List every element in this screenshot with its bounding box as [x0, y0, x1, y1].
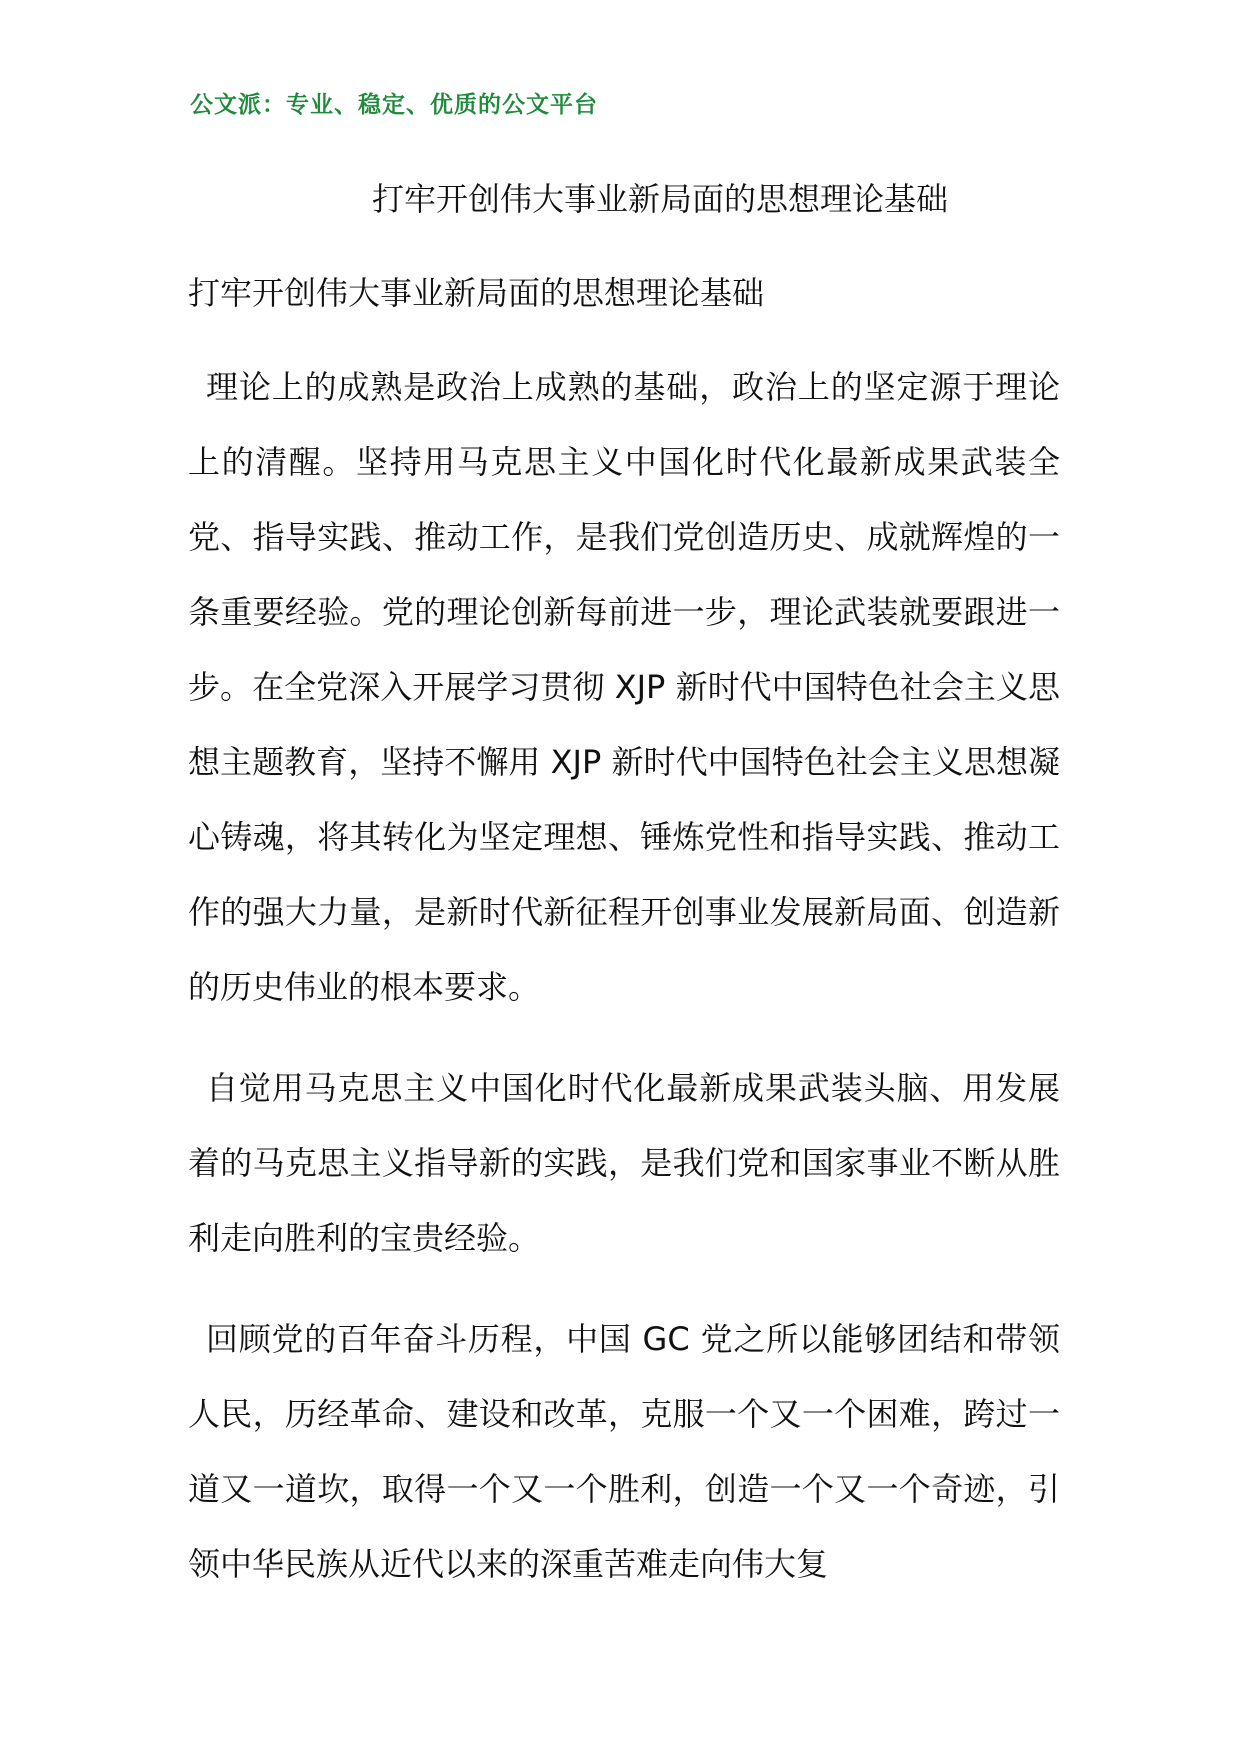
paragraph: 理论上的成熟是政治上成熟的基础，政治上的坚定源于理论上的清醒。坚持用马克思主义中国化时代化最新成果武装全党、指导实践、推动工作，是我们党创造历史、成就辉煌的一条重要经验。党的理论创新每前进一步，理论武装就要跟进一步。在全党深入开展学习贯彻 XJP 新时代中国特色社会主义思想主题教育，坚持不懈用 XJP 新时代中国特色社会主义思想凝心铸魂，将其转化为坚定理想、锤炼党性和指导实践、推动工作的强大力量，是新时代新征程开创事业发展新局面、创造新的历史伟业的根本要求。	[188, 368, 1060, 1006]
paragraph: 回顾党的百年奋斗历程，中国 GC 党之所以能够团结和带领人民，历经革命、建设和改革，克服一个又一个困难，跨过一道又一道坎，取得一个又一个胜利，创造一个又一个奇迹，引领中华民族从近代以来的深重苦难走向伟大复	[188, 1320, 1060, 1583]
document-title: 打牢开创伟大事业新局面的思想理论基础	[371, 180, 948, 218]
paragraph: 自觉用马克思主义中国化时代化最新成果武装头脑、用发展着的马克思主义指导新的实践，是我们党和国家事业不断从胜利走向胜利的宝贵经验。	[188, 1069, 1060, 1257]
header-brand: 公文派：专业、稳定、优质的公文平台	[190, 92, 598, 118]
document-subtitle: 打牢开创伟大事业新局面的思想理论基础	[188, 274, 765, 312]
document-body	[188, 350, 1060, 1628]
